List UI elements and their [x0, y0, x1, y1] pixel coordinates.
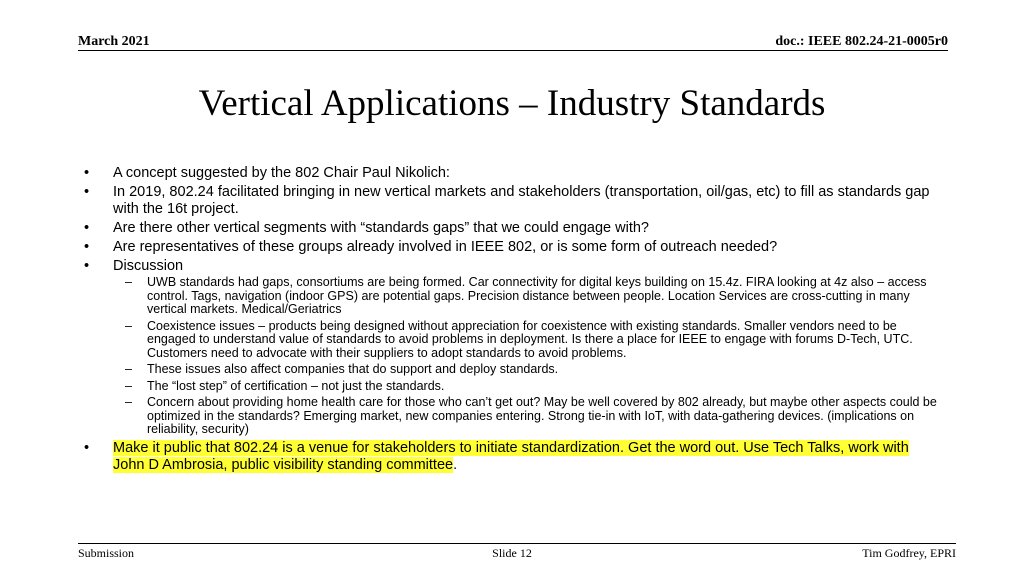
footer-divider — [78, 543, 956, 544]
bullet-icon: • — [84, 184, 90, 200]
bullet-list — [84, 165, 944, 474]
dash-icon: – — [125, 395, 132, 409]
header-divider — [78, 50, 948, 51]
footer-submission: Submission — [78, 546, 135, 560]
sub-item: – Concern about providing home health care for those who can’t get out? May be well covered by 802 already, but maybe other aspects could be optimized in the standards? Emerging market, new companies entering. Strong tie-in with IoT, with data-gathering devices. (implications on reliability, security) — [125, 395, 937, 436]
bullet-item: • Are there other vertical segments with “standards gaps” that we could engage with? — [84, 220, 649, 236]
dash-icon: – — [125, 362, 132, 376]
slide-body — [84, 165, 944, 476]
footer-slide-number: Slide 12 — [492, 546, 532, 560]
bullet-icon: • — [84, 239, 90, 255]
dash-icon: – — [125, 318, 132, 333]
bullet-item-highlighted: • Make it public that 802.24 is a venue for stakeholders to initiate standardization. Get the word out. Use Tech Talks, work with John D Ambrosia, public visibility standing committee. — [84, 439, 909, 473]
sub-item: – UWB standards had gaps, consortiums are being formed. Car connectivity for digital keys building on 15.4z. FIRA looking at 4z also – access control. Tags, navigation (indoor GPS) are potential gaps. Precision distance between people. Location Services are cross-cutting in many vertical markets. Medical/Geriatrics — [125, 275, 927, 316]
slide-title: Vertical Applications – Industry Standards — [198, 83, 826, 124]
bullet-item: • Are representatives of these groups already involved in IEEE 802, or is some form of outreach needed? — [84, 239, 778, 255]
dash-icon: – — [125, 378, 132, 393]
header-date: March 2021 — [78, 34, 150, 49]
bullet-item-discussion: • Discussion – UWB standards had gaps, consortiums are being formed. Car connectivity for digital keys building on 15.4z. FIRA looking at 4z also – access control. Tags, navigation (indoor GPS) are potential gaps. Precision distance between people. Location Services are cross-cutting in many vertical markets. Medical/Geriatrics – Coexistence issues – products being designed without appreciation for coexistence with existing standards. Smaller vendors need to be engaged to understand value of standards to avoid problems in deployment. Is there a place for IEEE to engage with forums D-Tech, UTC. Customers need to advocate with their suppliers to adopt standards to avoid problems. – These issues also affect companies that do support and deploy standards. – The “lost step” of certification – not just the standards. – Concern about providing home health care for those who can’t get out? May be well covered by 802 already, but maybe other aspects could be optimized in the standards? Emerging market, new companies entering. Strong tie-in with IoT, with data-gathering devices. (implications on reliability, security) — [84, 258, 944, 437]
bullet-item: • A concept suggested by the 802 Chair Paul Nikolich: — [84, 165, 450, 181]
sub-item: – Coexistence issues – products being designed without appreciation for coexistence with existing standards. Smaller vendors need to be engaged to understand value of standards to avoid problems in deployment. Is there a place for IEEE to engage with forums D-Tech, UTC. Customers need to advocate with their suppliers to adopt standards to avoid problems. — [125, 318, 913, 360]
footer-author: Tim Godfrey, EPRI — [862, 546, 956, 560]
highlighted-text: Make it public that 802.24 is a venue for stakeholders to initiate standardization. Get the word out. Use Tech Talks, work with John D Ambrosia, public visibility standing committee — [113, 439, 909, 473]
bullet-icon: • — [84, 258, 90, 274]
dash-icon: – — [125, 275, 132, 289]
bullet-icon: • — [84, 439, 90, 456]
sub-item: – These issues also affect companies that do support and deploy standards. — [125, 362, 559, 376]
bullet-icon: • — [84, 220, 90, 236]
discussion-sublist — [113, 276, 944, 437]
header-doc-id: doc.: IEEE 802.24-21-0005r0 — [775, 34, 948, 49]
bullet-item: • In 2019, 802.24 facilitated bringing in new vertical markets and stakeholders (transportation, oil/gas, etc) to fill as standards gap with the 16t project. — [84, 184, 930, 217]
sub-item: – The “lost step” of certification – not just the standards. — [125, 378, 445, 393]
bullet-icon: • — [84, 165, 90, 181]
